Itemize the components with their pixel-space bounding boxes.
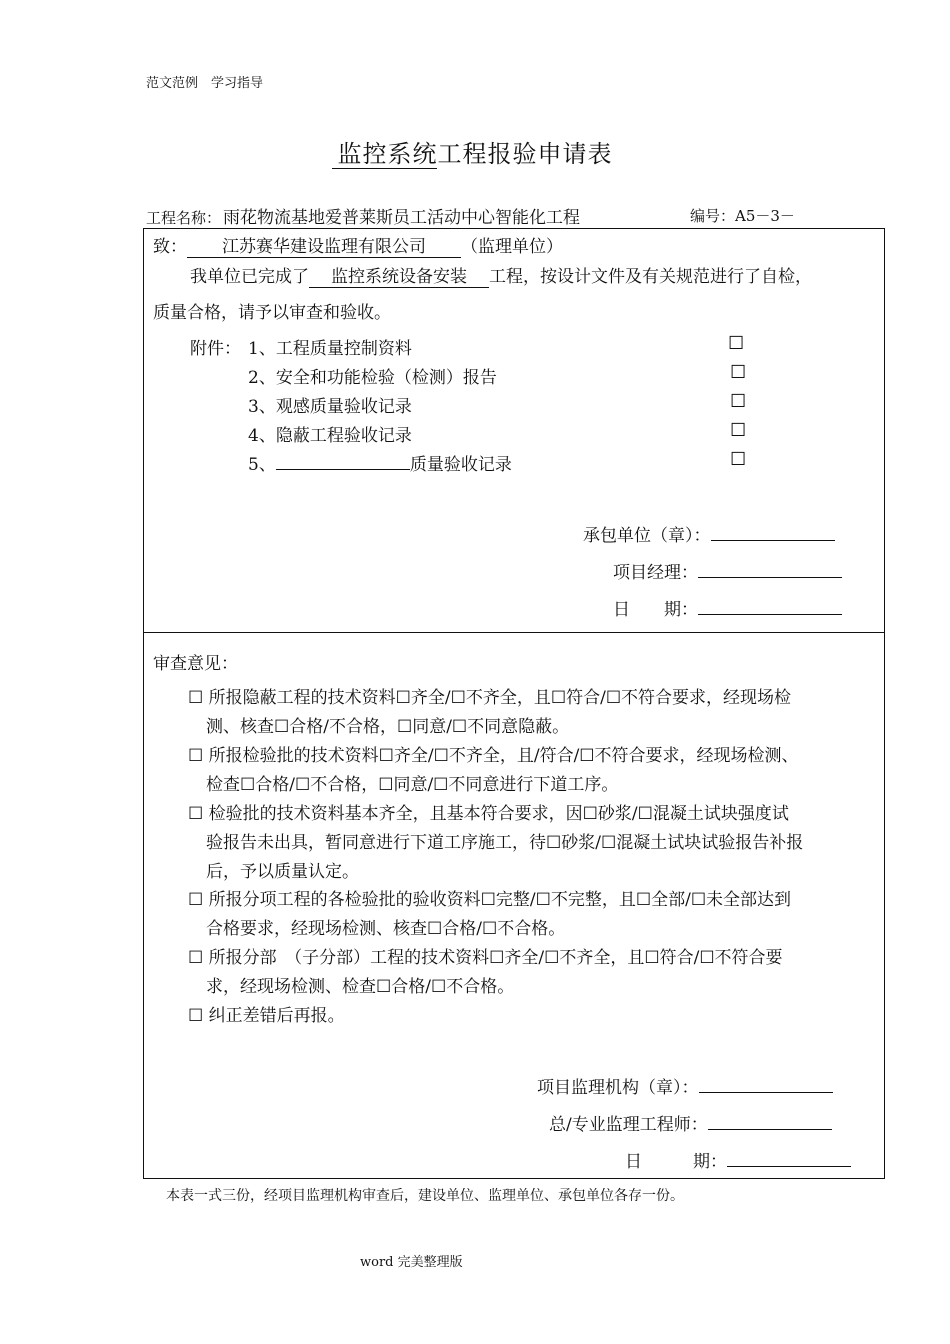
completion-prefix: 我单位已完成了: [190, 267, 309, 287]
contractor-label: 承包单位（章）：: [583, 526, 711, 546]
project-code-label: 编号：: [690, 207, 736, 225]
attachment-item: 4、隐蔽工程验收记录: [248, 426, 412, 446]
attachment-item: 3、观感质量验收记录: [248, 397, 412, 417]
review-option-line: 检查☐合格/☐不合格，☐同意/☐不同意进行下道工序。: [206, 775, 619, 795]
page-title: 监控系统工程报验申请表: [337, 140, 613, 168]
attachment5-blank[interactable]: [276, 455, 410, 470]
attachment-item: [248, 450, 512, 475]
attachment-checkbox[interactable]: ☐: [730, 391, 747, 412]
date-label: 日 期：: [613, 600, 698, 620]
review-option-line: 求，经现场检测、检查☐合格/☐不合格。: [206, 977, 515, 997]
review-option[interactable]: [188, 684, 878, 742]
contractor-signature-field[interactable]: [711, 526, 835, 541]
org-signature-field[interactable]: [699, 1078, 833, 1093]
application-date-row: [613, 595, 842, 620]
manager-signature-row: [613, 558, 842, 583]
review-option-line: 测、核查☐合格/不合格，☐同意/☐不同意隐蔽。: [206, 717, 570, 737]
review-option[interactable]: [188, 1002, 878, 1031]
review-date-row: [625, 1147, 851, 1172]
section-divider: [143, 632, 885, 633]
engineer-label: 总/专业监理工程师：: [549, 1115, 708, 1135]
review-option[interactable]: [188, 886, 878, 944]
completion-line: [190, 262, 812, 288]
review-option-line: 合格要求，经现场检测、核查☐合格/☐不合格。: [206, 919, 566, 939]
engineer-signature-field[interactable]: [708, 1115, 832, 1130]
attachment-item: 1、工程质量控制资料: [248, 339, 412, 359]
footer-brand: word 完美整理版: [360, 1255, 463, 1270]
project-code-value: A5－3－: [735, 207, 795, 225]
quality-line: 质量合格，请予以审查和验收。: [153, 303, 391, 323]
completion-suffix: 工程，按设计文件及有关规范进行了自检，: [489, 267, 812, 287]
review-option-line: ☐ 所报检验批的技术资料☐齐全/☐不齐全，且/符合/☐不符合要求，经现场检测、: [188, 746, 799, 766]
header-note: 范文范例 学习指导: [146, 76, 264, 91]
supervisor-unit-value: 江苏赛华建设监理有限公司: [187, 232, 461, 258]
application-date-field[interactable]: [698, 600, 842, 615]
title-underline: [332, 168, 437, 169]
to-label: 致：: [153, 237, 187, 257]
engineer-signature-row: [549, 1110, 832, 1135]
attachment5-prefix: 5、: [248, 455, 276, 475]
review-option-line: ☐ 所报分项工程的各检验批的验收资料☐完整/☐不完整，且☐全部/☐未全部达到: [188, 890, 792, 910]
project-name-row: [146, 203, 582, 228]
review-option-line: ☐ 纠正差错后再报。: [188, 1006, 345, 1026]
to-row: [153, 232, 563, 258]
project-code-row: [690, 205, 795, 226]
review-option-line: ☐ 所报分部 （子分部）工程的技术资料☐齐全/☐不齐全，且☐符合/☐不符合要: [188, 948, 783, 968]
review-option[interactable]: [188, 800, 878, 887]
review-heading: 审查意见：: [153, 654, 238, 674]
attachment-checkbox[interactable]: ☐: [730, 449, 747, 470]
footer-note: 本表一式三份，经项目监理机构审查后，建设单位、监理单位、承包单位各存一份。: [166, 1188, 684, 1204]
review-option-line: 后，予以质量认定。: [206, 862, 359, 882]
review-option[interactable]: [188, 944, 878, 1002]
review-option-line: 验报告未出具，暂同意进行下道工序施工，待☐砂浆/☐混凝土试块试验报告补报: [206, 833, 804, 853]
attachment-item: 2、安全和功能检验（检测）报告: [248, 368, 497, 388]
to-suffix: （监理单位）: [461, 237, 563, 257]
review-date-field[interactable]: [727, 1152, 851, 1167]
manager-label: 项目经理：: [613, 563, 698, 583]
review-option-line: ☐ 所报隐蔽工程的技术资料☐齐全/☐不齐全，且☐符合/☐不符合要求，经现场检: [188, 688, 792, 708]
manager-signature-field[interactable]: [698, 563, 842, 578]
attachment5-suffix: 质量验收记录: [409, 455, 512, 475]
review-date-label: 日 期：: [625, 1152, 727, 1172]
review-option-line: ☐ 检验批的技术资料基本齐全，且基本符合要求，因☐砂浆/☐混凝土试块强度试: [188, 804, 789, 824]
org-label: 项目监理机构（章）：: [537, 1078, 699, 1098]
attachment-checkbox[interactable]: ☐: [728, 333, 745, 354]
project-name-label: 工程名称：: [146, 209, 222, 227]
project-name-value: 雨花物流基地爱普莱斯员工活动中心智能化工程: [223, 208, 581, 228]
contractor-signature-row: [583, 521, 835, 546]
attachment-checkbox[interactable]: ☐: [730, 420, 747, 441]
work-name-value: 监控系统设备安装: [309, 262, 489, 288]
org-signature-row: [537, 1073, 833, 1098]
attachment-checkbox[interactable]: ☐: [730, 362, 747, 383]
review-option[interactable]: [188, 742, 878, 800]
attachments-label: 附件：: [190, 339, 241, 359]
